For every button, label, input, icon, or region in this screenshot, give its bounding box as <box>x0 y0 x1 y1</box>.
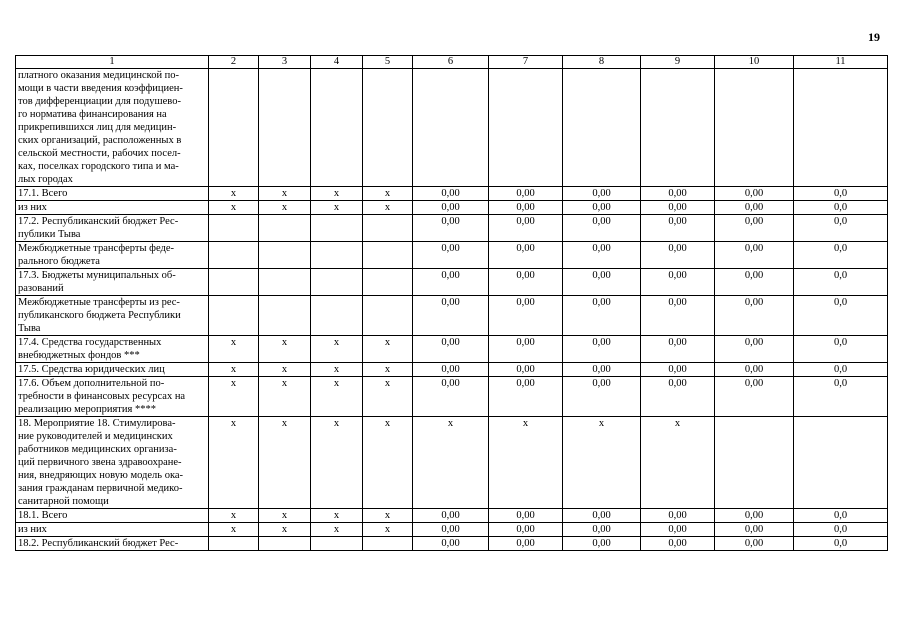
value-cell: 0,00 <box>413 187 489 201</box>
value-cell: 0,00 <box>413 201 489 215</box>
value-cell: x <box>259 509 311 523</box>
value-cell: x <box>209 509 259 523</box>
column-number-row <box>16 56 888 69</box>
table-row <box>16 296 888 336</box>
value-cell <box>209 296 259 336</box>
value-cell: 0,00 <box>413 336 489 363</box>
value-cell <box>209 269 259 296</box>
value-cell: 0,00 <box>413 523 489 537</box>
value-cell: 0,00 <box>563 363 641 377</box>
value-cell <box>259 69 311 187</box>
value-cell: x <box>311 363 363 377</box>
row-label: 17.2. Республиканский бюджет Рес- публики Тыва <box>16 215 209 242</box>
value-cell: x <box>311 523 363 537</box>
column-number: 6 <box>413 56 489 69</box>
value-cell: 0,00 <box>413 242 489 269</box>
value-cell: 0,00 <box>563 523 641 537</box>
value-cell: 0,0 <box>794 537 888 551</box>
value-cell: 0,00 <box>641 523 715 537</box>
value-cell: 0,00 <box>489 215 563 242</box>
row-label: из них <box>16 201 209 215</box>
value-cell <box>209 69 259 187</box>
value-cell: x <box>259 336 311 363</box>
value-cell <box>794 69 888 187</box>
row-label: 18.2. Республиканский бюджет Рес- <box>16 537 209 551</box>
value-cell: 0,00 <box>715 201 794 215</box>
value-cell: x <box>363 363 413 377</box>
value-cell: 0,00 <box>489 269 563 296</box>
value-cell: x <box>311 417 363 509</box>
value-cell <box>311 537 363 551</box>
value-cell: 0,00 <box>641 201 715 215</box>
value-cell: 0,00 <box>641 269 715 296</box>
value-cell <box>363 215 413 242</box>
value-cell: x <box>209 336 259 363</box>
value-cell: x <box>311 201 363 215</box>
row-label: 17.6. Объем дополнительной по- требности в финансовых ресурсах на реализацию мероприятия **** <box>16 377 209 417</box>
value-cell: 0,00 <box>489 509 563 523</box>
value-cell: 0,00 <box>641 336 715 363</box>
value-cell <box>209 537 259 551</box>
row-label: платного оказания медицинской по- мощи в части введения коэффициен- тов дифференциации для подушево- го норматива финансирования на прикрепившихся лиц для медицин- ских организаций, расположенных в сельской местности, рабочих посел- ках, поселках городского типа и ма- лых городах <box>16 69 209 187</box>
value-cell: 0,00 <box>413 296 489 336</box>
value-cell: 0,00 <box>563 269 641 296</box>
table-row <box>16 215 888 242</box>
value-cell <box>311 69 363 187</box>
row-label: из них <box>16 523 209 537</box>
value-cell: x <box>363 509 413 523</box>
value-cell: 0,00 <box>563 509 641 523</box>
row-label: 17.3. Бюджеты муниципальных об- разований <box>16 269 209 296</box>
column-number: 11 <box>794 56 888 69</box>
value-cell: 0,0 <box>794 336 888 363</box>
value-cell: x <box>311 336 363 363</box>
row-label: 18. Мероприятие 18. Стимулирова- ние руководителей и медицинских работников медицинских организа- ций первичного звена здравоохране- ния, внедряющих новую модель ока- зания гражданам первичной медико- санитарной помощи <box>16 417 209 509</box>
row-label: 17.1. Всего <box>16 187 209 201</box>
value-cell: x <box>209 417 259 509</box>
value-cell: 0,0 <box>794 377 888 417</box>
value-cell: x <box>363 377 413 417</box>
value-cell: 0,00 <box>413 363 489 377</box>
value-cell: 0,00 <box>715 296 794 336</box>
value-cell <box>259 296 311 336</box>
value-cell: 0,00 <box>413 509 489 523</box>
value-cell: 0,00 <box>641 296 715 336</box>
value-cell: 0,00 <box>563 537 641 551</box>
table-row <box>16 269 888 296</box>
value-cell: 0,00 <box>563 201 641 215</box>
value-cell <box>489 69 563 187</box>
page-number: 19 <box>868 30 880 44</box>
value-cell: 0,0 <box>794 269 888 296</box>
value-cell: x <box>311 377 363 417</box>
value-cell: 0,00 <box>641 215 715 242</box>
value-cell <box>363 69 413 187</box>
column-number: 10 <box>715 56 794 69</box>
value-cell <box>363 242 413 269</box>
value-cell: 0,00 <box>641 537 715 551</box>
table-row <box>16 523 888 537</box>
value-cell: 0,00 <box>489 363 563 377</box>
value-cell: x <box>563 417 641 509</box>
value-cell <box>311 296 363 336</box>
value-cell: 0,0 <box>794 509 888 523</box>
column-number: 9 <box>641 56 715 69</box>
value-cell: 0,00 <box>563 336 641 363</box>
value-cell: 0,0 <box>794 187 888 201</box>
table-row <box>16 242 888 269</box>
value-cell: 0,00 <box>563 215 641 242</box>
value-cell: 0,0 <box>794 296 888 336</box>
value-cell: 0,00 <box>715 269 794 296</box>
value-cell: 0,00 <box>715 215 794 242</box>
value-cell: x <box>363 523 413 537</box>
column-number: 3 <box>259 56 311 69</box>
value-cell: x <box>259 417 311 509</box>
value-cell: x <box>259 377 311 417</box>
value-cell: 0,00 <box>715 187 794 201</box>
value-cell: 0,00 <box>641 363 715 377</box>
value-cell <box>641 69 715 187</box>
value-cell: 0,00 <box>489 242 563 269</box>
budget-table <box>15 55 888 551</box>
value-cell <box>259 242 311 269</box>
value-cell: x <box>259 523 311 537</box>
table-row <box>16 187 888 201</box>
value-cell: 0,00 <box>489 523 563 537</box>
value-cell: x <box>413 417 489 509</box>
value-cell: 0,00 <box>641 187 715 201</box>
value-cell: 0,00 <box>715 509 794 523</box>
value-cell <box>311 242 363 269</box>
row-label: Межбюджетные трансферты из рес- публиканского бюджета Республики Тыва <box>16 296 209 336</box>
value-cell: x <box>259 187 311 201</box>
value-cell: 0,0 <box>794 215 888 242</box>
value-cell: 0,0 <box>794 201 888 215</box>
value-cell <box>563 69 641 187</box>
row-label: 17.4. Средства государственных внебюджетных фондов *** <box>16 336 209 363</box>
value-cell <box>311 215 363 242</box>
value-cell: 0,00 <box>563 377 641 417</box>
column-number: 1 <box>16 56 209 69</box>
value-cell: x <box>311 187 363 201</box>
row-label: Межбюджетные трансферты феде- рального бюджета <box>16 242 209 269</box>
value-cell: 0,00 <box>489 296 563 336</box>
value-cell: x <box>209 523 259 537</box>
value-cell: x <box>209 201 259 215</box>
table-row <box>16 201 888 215</box>
value-cell: 0,00 <box>489 537 563 551</box>
value-cell: 0,00 <box>413 537 489 551</box>
value-cell: x <box>363 201 413 215</box>
value-cell <box>715 417 794 509</box>
value-cell: 0,00 <box>489 201 563 215</box>
table-row <box>16 417 888 509</box>
value-cell: x <box>259 363 311 377</box>
value-cell <box>794 417 888 509</box>
value-cell <box>413 69 489 187</box>
value-cell: 0,0 <box>794 363 888 377</box>
value-cell: 0,00 <box>641 509 715 523</box>
value-cell: x <box>363 336 413 363</box>
value-cell: x <box>641 417 715 509</box>
value-cell <box>259 269 311 296</box>
row-label: 18.1. Всего <box>16 509 209 523</box>
value-cell: 0,00 <box>641 242 715 269</box>
value-cell <box>715 69 794 187</box>
table-row <box>16 537 888 551</box>
value-cell <box>311 269 363 296</box>
value-cell <box>259 215 311 242</box>
value-cell <box>259 537 311 551</box>
table-row <box>16 509 888 523</box>
column-number: 8 <box>563 56 641 69</box>
row-label: 17.5. Средства юридических лиц <box>16 363 209 377</box>
value-cell: 0,00 <box>489 377 563 417</box>
value-cell: x <box>209 377 259 417</box>
value-cell <box>363 537 413 551</box>
column-number: 4 <box>311 56 363 69</box>
value-cell: 0,00 <box>715 377 794 417</box>
value-cell: 0,00 <box>413 269 489 296</box>
value-cell <box>209 242 259 269</box>
table-row <box>16 363 888 377</box>
value-cell: 0,00 <box>715 537 794 551</box>
value-cell: 0,0 <box>794 523 888 537</box>
column-number: 7 <box>489 56 563 69</box>
value-cell: x <box>489 417 563 509</box>
value-cell: x <box>209 187 259 201</box>
value-cell: 0,00 <box>413 215 489 242</box>
table-row <box>16 377 888 417</box>
value-cell: 0,0 <box>794 242 888 269</box>
table-row <box>16 336 888 363</box>
column-number: 2 <box>209 56 259 69</box>
value-cell: 0,00 <box>715 363 794 377</box>
value-cell: 0,00 <box>563 296 641 336</box>
value-cell: 0,00 <box>715 523 794 537</box>
value-cell: 0,00 <box>641 377 715 417</box>
value-cell <box>209 215 259 242</box>
value-cell <box>363 296 413 336</box>
value-cell: x <box>259 201 311 215</box>
value-cell: 0,00 <box>563 187 641 201</box>
value-cell: x <box>311 509 363 523</box>
value-cell: x <box>209 363 259 377</box>
value-cell: 0,00 <box>413 377 489 417</box>
value-cell: 0,00 <box>563 242 641 269</box>
value-cell: 0,00 <box>715 336 794 363</box>
value-cell <box>363 269 413 296</box>
value-cell: x <box>363 417 413 509</box>
value-cell: 0,00 <box>715 242 794 269</box>
column-number: 5 <box>363 56 413 69</box>
value-cell: 0,00 <box>489 187 563 201</box>
value-cell: 0,00 <box>489 336 563 363</box>
table-row <box>16 69 888 187</box>
value-cell: x <box>363 187 413 201</box>
